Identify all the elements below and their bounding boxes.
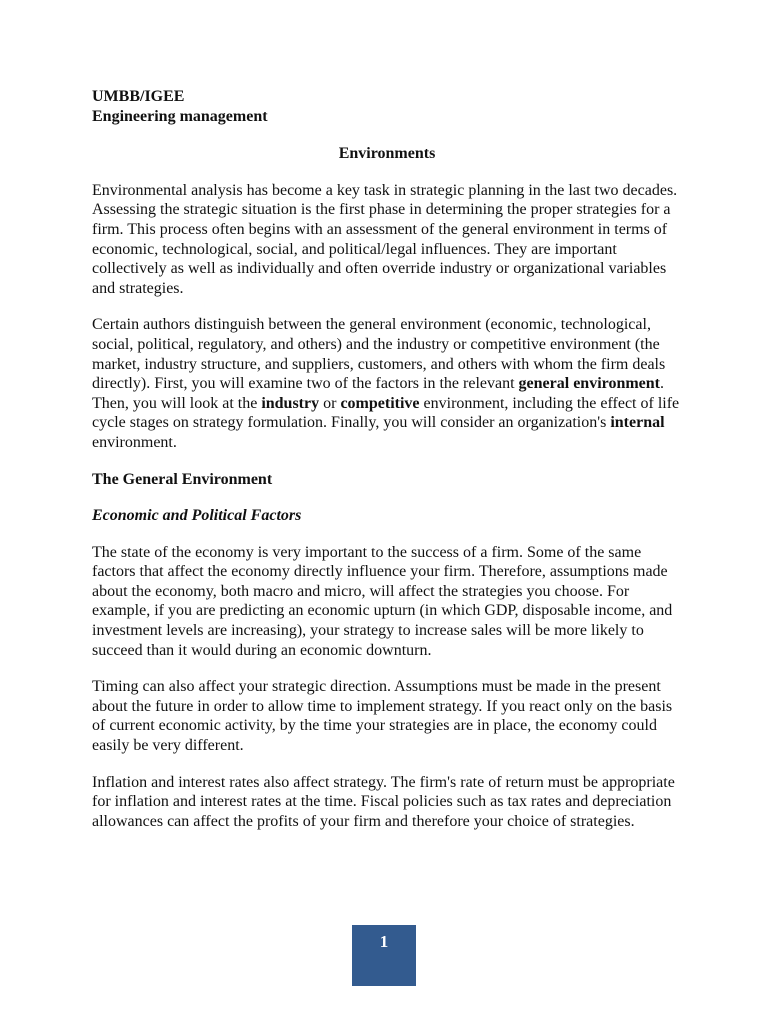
economy-paragraph: The state of the economy is very important to the success of a firm. Some of the same factors that affect the economy directly influence your firm. Therefore, assumptions made about the economy, both macro and micro, will affect the strategies you choose. For example, if you are predicting an economic upturn (in which GDP, disposable income, and investment levels are increasing), your strategy to increase sales will be more likely to succeed than it would during an economic downturn. <box>92 543 673 659</box>
paragraph-text: Certain authors distinguish between the general environment (economic, technological, social, political, regulatory, and others) and the industry or competitive environment (the market, industry structure, and suppliers, customers, and others with whom the firm deals directly). First, you will examine two of the factors in the relevant <box>92 316 666 393</box>
subsection-heading: Economic and Political Factors <box>92 507 302 525</box>
competitive-term: competitive <box>340 394 420 412</box>
industry-term: industry <box>261 394 320 412</box>
environment-types-paragraph <box>92 315 682 452</box>
paragraph-text: . Then, you will look at the <box>92 375 665 412</box>
page-number: 1 <box>379 932 389 951</box>
document-title: Environments <box>338 145 436 163</box>
inflation-paragraph: Inflation and interest rates also affect strategy. The firm's rate of return must be appropriate for inflation and interest rates at the time. Fiscal policies such as tax rates and depreciation allowances can affect the profits of your firm and therefore your choice of strategies. <box>92 773 675 830</box>
internal-term: internal <box>610 414 665 432</box>
section-heading: The General Environment <box>92 470 273 488</box>
paragraph-text: or <box>319 394 341 412</box>
paragraph-text: environment, including the effect of life cycle stages on strategy formulation. Finally, you will consider an organization's <box>92 394 680 432</box>
institution-header: UMBB/IGEE <box>92 88 185 105</box>
page-number-badge <box>352 925 416 986</box>
document-page <box>92 87 682 848</box>
intro-paragraph: Environmental analysis has become a key task in strategic planning in the last two decades. Assessing the strategic situation is the first phase in determining the proper strategies for a firm. This process often begins with an assessment of the general environment in terms of economic, technological, social, and political/legal influences. They are important collectively as well as individually and often override industry or organizational variables and strategies. <box>92 181 678 297</box>
paragraph-text: environment. <box>92 433 177 451</box>
general-environment-term: general environment <box>518 375 661 393</box>
timing-paragraph: Timing can also affect your strategic direction. Assumptions must be made in the present about the future in order to allow time to implement strategy. If you react only on the basis of current economic activity, by the time your strategies are in place, the economy could easily be very different. <box>92 678 673 755</box>
course-header: Engineering management <box>92 107 268 125</box>
